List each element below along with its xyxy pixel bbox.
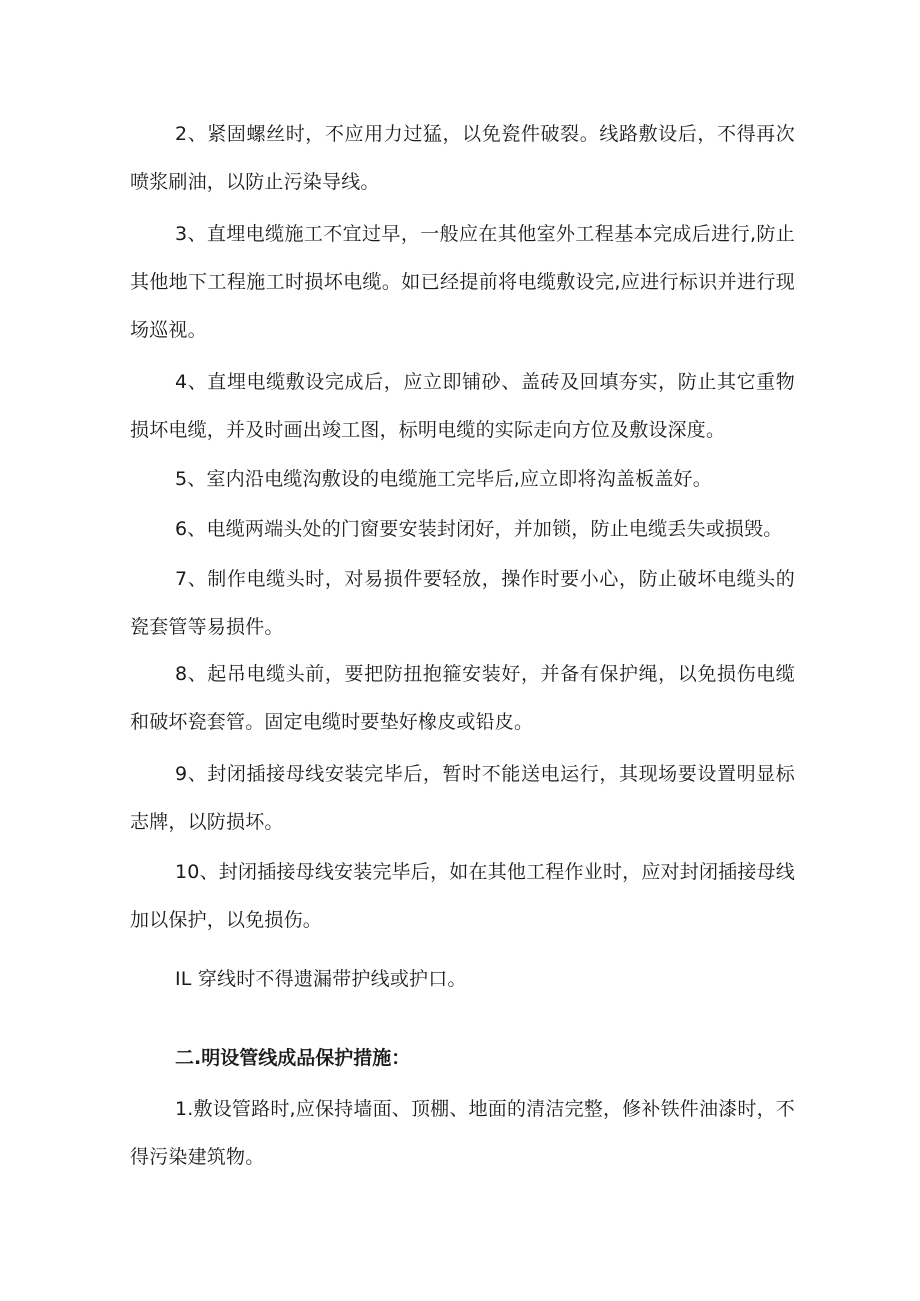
paragraph-7: 7、制作电缆头时，对易损件要轻放，操作时要小心，防止破坏电缆头的瓷套管等易损件。: [130, 568, 795, 638]
section-heading: 二.明设管线成品保护措施：: [175, 1047, 411, 1069]
paragraph-4: 4、直埋电缆敷设完成后，应立即铺砂、盖砖及回填夯实，防止其它重物损坏电缆，并及时画出竣工图，标明电缆的实际走向方位及敷设深度。: [130, 371, 795, 441]
section-paragraph-1: 1.敷设管路时,应保持墙面、顶棚、地面的清洁完整，修补铁件油漆时，不得污染建筑物。: [130, 1098, 795, 1168]
paragraph-2: 2、紧固螺丝时，不应用力过猛，以免瓷件破裂。线路敷设后，不得再次喷浆刷油，以防止污染导线。: [130, 123, 795, 193]
paragraph-5: 5、室内沿电缆沟敷设的电缆施工完毕后,应立即将沟盖板盖好。: [175, 468, 712, 490]
paragraph-6: 6、电缆两端头处的门窗要安装封闭好，并加锁，防止电缆丢失或损毁。: [175, 518, 783, 540]
paragraph-11: IL 穿线时不得遗漏带护线或护口。: [175, 968, 467, 990]
paragraph-9: 9、封闭插接母线安装完毕后，暂时不能送电运行，其现场要设置明显标志牌，以防损坏。: [130, 763, 795, 833]
paragraph-8: 8、起吊电缆头前，要把防扭抱箍安装好，并备有保护绳，以免损伤电缆和破坏瓷套管。固定电缆时要垫好橡皮或铅皮。: [130, 663, 795, 733]
paragraph-3: 3、直埋电缆施工不宜过早，一般应在其他室外工程基本完成后进行,防止其他地下工程施工时损坏电缆。如已经提前将电缆敷设完,应进行标识并进行现场巡视。: [130, 223, 795, 341]
paragraph-10: 10、封闭插接母线安装完毕后，如在其他工程作业时，应对封闭插接母线加以保护，以免损伤。: [130, 861, 795, 931]
